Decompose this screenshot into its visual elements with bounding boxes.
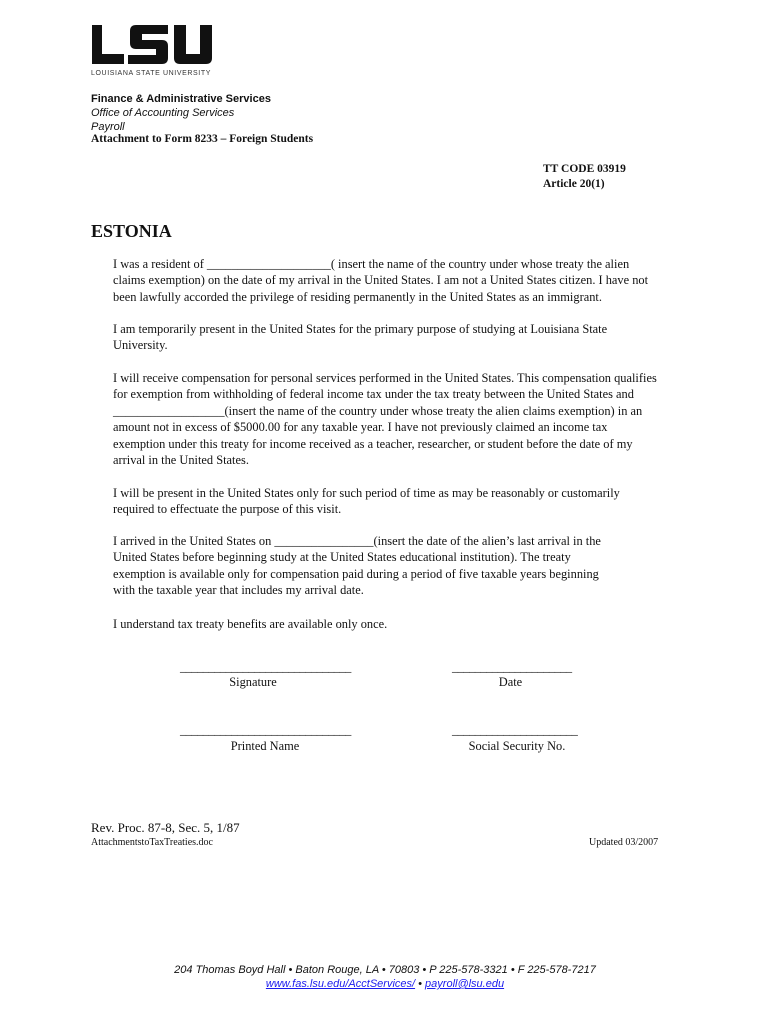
footer-links — [0, 978, 770, 990]
ssn-label: Social Security No. — [468, 739, 566, 753]
country-heading: ESTONIA — [91, 221, 172, 241]
paragraph-once: I understand tax treaty benefits are available only once. — [113, 617, 388, 631]
unit-name: Payroll — [91, 121, 125, 133]
footer-address: 204 Thomas Boyd Hall • Baton Rouge, LA • 70803 • P 225-578-3321 • F 225-578-7217 — [174, 964, 596, 976]
website-link[interactable]: www.fas.lsu.edu/AcctServices/ — [265, 978, 416, 990]
ssn-line[interactable]: ______________________ — [452, 723, 578, 737]
article: Article 20(1) — [543, 178, 605, 190]
dept-name: Finance & Administrative Services — [91, 93, 271, 105]
paragraph-compensation: I will receive compensation for personal services performed in the United States. This compensation qualifies for exemption from withholding of federal income tax under the tax treaty between the United States and __________________(insert the name of the country under whose treaty the alien claims exemption) in an amount not in excess of $5000.00 for any taxable year. I have not previously claimed an income tax exemption under this treaty for income received as a teacher, researcher, or student before the date of my arrival in the United States. — [113, 371, 657, 468]
date-label: Date — [498, 675, 523, 689]
attachment-title: Attachment to Form 8233 – Foreign Students — [91, 133, 314, 145]
signature-label: Signature — [229, 675, 277, 689]
footer-separator: • — [418, 978, 422, 990]
email-link[interactable]: payroll@lsu.edu — [425, 978, 505, 990]
paragraph-duration: I will be present in the United States only for such period of time as may be reasonably or customarily required to effectuate the purpose of this visit. — [113, 486, 620, 517]
signature-line[interactable]: ______________________________ — [180, 660, 351, 674]
paragraph-arrival: I arrived in the United States on ________________(insert the date of the alien’s last arrival in the United States before beginning study at the United States educational institution). The treaty exemption is available only for compensation paid during a period of five taxable years beginning with the taxable year that includes my arrival date. — [113, 534, 601, 598]
office-name: Office of Accounting Services — [91, 107, 235, 119]
printed-name-label: Printed Name — [230, 739, 300, 753]
document-filename: AttachmentstoTaxTreaties.doc — [91, 837, 213, 848]
logo-subtitle: LOUISIANA STATE UNIVERSITY — [91, 70, 211, 77]
tt-code: TT CODE 03919 — [543, 163, 626, 175]
paragraph-residency: I was a resident of ____________________( insert the name of the country under whose treaty the alien claims exemption) on the date of my arrival in the United States. I am not a United States citizen. I have not been lawfully accorded the privilege of residing permanently in the United States as an immigrant. — [113, 257, 649, 304]
updated-date: Updated 03/2007 — [589, 837, 659, 848]
printed-name-line[interactable]: ______________________________ — [180, 723, 351, 737]
date-line[interactable]: _____________________ — [452, 660, 572, 674]
rev-proc: Rev. Proc. 87-8, Sec. 5, 1/87 — [91, 820, 240, 835]
paragraph-purpose: I am temporarily present in the United States for the primary purpose of studying at Louisiana State University. — [113, 322, 608, 353]
